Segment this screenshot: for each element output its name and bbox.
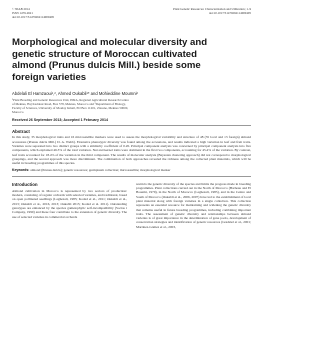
body-columns	[12, 182, 251, 229]
header-right	[173, 7, 251, 15]
header-right-line: doi:10.1017/S1479262114000495	[208, 11, 251, 15]
received-accepted-dates: Received 26 September 2013; Accepted 1 February 2014	[12, 118, 108, 123]
article-title: Morphological and molecular diversity and genetic structure of Moroccan cultivated almond (Prunus dulcis Mill.) beside some foreign varieties	[12, 37, 208, 83]
abstract-text: In this study, 35 morphological traits and 16 microsatellite markers were used to assess the morphological variability and structure of 48 (35 local and 13 foreign) almond accessions (Prunus dulcis Mill.) D. A. Webb). Extensive phenotypic diversity was found among the accessions, and results indicated a high variation in leaf and fruit traits. Varieties were separated into two distinct groups with a similarity coefficient of 0.20. Principal component analysis was concerned by principal component analysis into five components, which explained 46.3% of the total variation. Nut and kernel traits were dominant in the first two components, accounting for 45.4% of the variation. By contrast, leaf traits accounted for 18.4% of the variation in the third component. The results of molecular analysis (Bayesian clustering approach) did not correspond to morphological groupings, and the second approach was more discriminant. The combination of both approaches revealed the richness among the collected plant materials, which will be useful in breeding programmes of this species.	[12, 135, 251, 166]
affiliation-line: Morocco	[12, 110, 24, 115]
keywords-text: almond (Prunus dulcis); genetic resources; germplasm collection; microsatellite; morphological marker	[29, 168, 171, 173]
header-left-line: doi:10.1017/S1479262114000495	[12, 15, 55, 19]
keywords-label: Keywords:	[12, 168, 30, 173]
journal-header	[12, 7, 251, 37]
header-left-line: © NIAB 2014	[12, 7, 30, 11]
introduction-text-left: Almond cultivation in Morocco is represented by two sectors of production: modern, consisting of regular orchards with selected varieties, and traditional, based on open pollinated seedlings (Laghezali, 1985; Kodad et al., 2011; Oukabli et al., 2013; Oukabli et al., 2016, 2013; Oukabli 2013; Kodad et al. 2011). Outstanding genotypes are enhanced by the species gametophytic self-incompatibility (Socias i Company, 1990) and these four contribute to the extension of genetic diversity. The use of selected varieties in commercial orchards	[12, 188, 127, 219]
introduction-heading: Introduction	[12, 181, 38, 187]
header-left-line: ISSN 1479-2621	[12, 11, 33, 15]
header-left	[12, 7, 54, 19]
divider	[12, 125, 251, 126]
affiliations	[12, 98, 251, 114]
affiliation-line: ¹Plant Breeding and Genetic Resources Unit, INRA, Regional Agricultural Research Centre	[12, 98, 129, 102]
keywords	[12, 168, 251, 172]
left-column	[12, 182, 127, 229]
abstract-heading: Abstract	[12, 129, 30, 135]
introduction-text-right: restricts the genetic diversity of the species and limits the progress made in breeding programmes. Plant collections carried out in the North of Morocco (Barbeau and El Bouami, 1979), in the North of Morocco (Laghezali, 1985), and in the Centre and South of Morocco (Oukabli et al., 2006, 2007) have led to the establishment of local plant material along with foreign varieties in a single collection. This collection represents an essential resource for maintaining and widening the genetic diversity that remains useful in future breeding programmes, including combining important traits. The assessment of genetic diversity and relationships between almond varieties is of great importance in the determination of gene pools, development of conservation strategies and identification of genetic resources (Gradziel et al., 2001; Martínez-Gómez et al., 2003,	[136, 181, 251, 229]
affiliation-line: Faculty of Sciences, University of Moulay Ismail, PO Box 11201, Zitoune, Meknes 50000,	[12, 106, 129, 111]
right-column	[136, 182, 251, 229]
header-right-line: Plant Genetic Resources: Characterization and Utilization; 1–9	[173, 7, 251, 11]
affiliation-line: of Meknes, Haj Kaddour Road, Box 578, Meknes, Morocco and ²Department of Biology,	[12, 102, 126, 107]
divider	[12, 176, 251, 177]
author-list: Abdelali El Hamzaoui¹,², Ahmed Oukabli¹* and Mohieddine Moumni²	[12, 91, 138, 96]
